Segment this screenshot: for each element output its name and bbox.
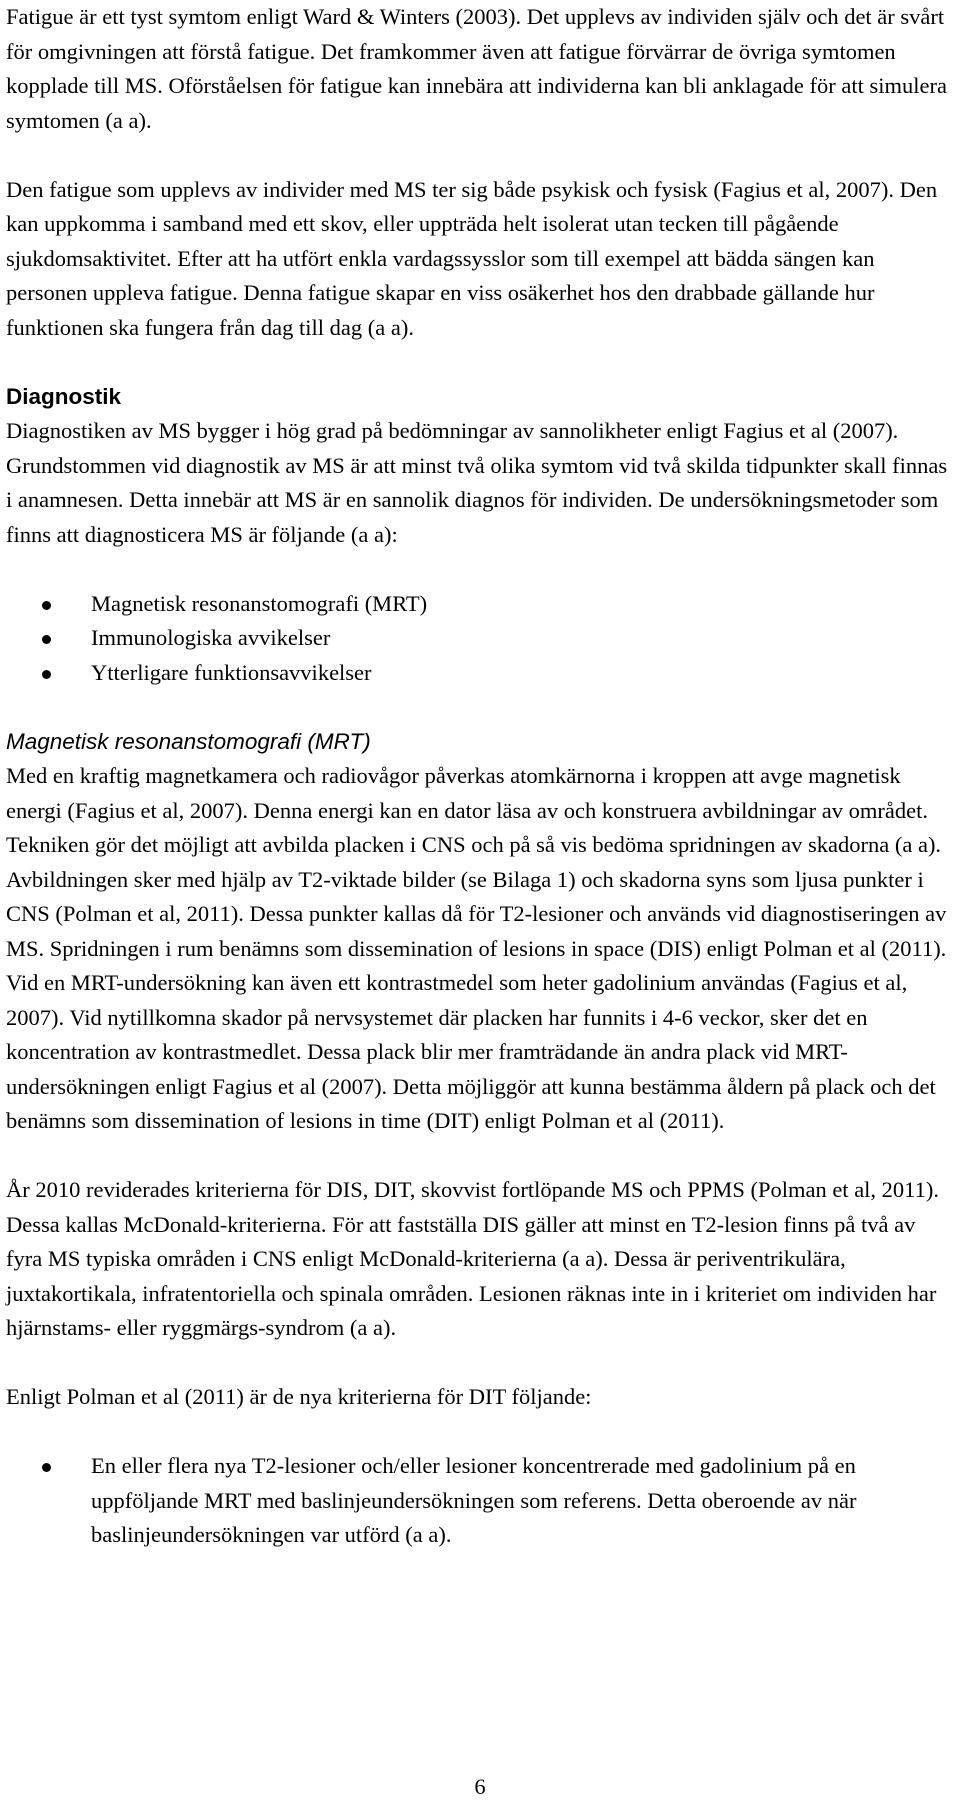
- list-item: [6, 1449, 956, 1553]
- list-item-text: Ytterligare funktionsavvikelser: [91, 659, 372, 685]
- bullet-icon: [42, 670, 51, 679]
- paragraph-mcdonald: År 2010 reviderades kriterierna för DIS, DIT, skovvist fortlöpande MS och PPMS (Polman et al, 2011). Dessa kallas McDonald-kriterierna. För att fastställa DIS gäller att minst en T2-lesion finns på två av fyra MS typiska områden i CNS enligt McDonald-kriterierna (a a). Dessa är periventrikulära, juxtakortikala, infratentoriella och spinala områden. Lesionen räknas inte in i kriteriet om individen har hjärnstams- eller ryggmärgs-syndrom (a a).: [6, 1177, 939, 1340]
- paragraph-mrt: Med en kraftig magnetkamera och radiovågor påverkas atomkärnorna i kroppen att avge magnetisk energi (Fagius et al, 2007). Denna energi kan en dator läsa av och konstruera avbildningar av området. Tekniken gör det möjligt att avbilda placken i CNS och på så vis bedöma spridningen av skadorna (a a). Avbildningen sker med hjälp av T2-viktade bilder (se Bilaga 1) och skadorna syns som ljusa punkter i CNS (Polman et al, 2011). Dessa punkter kallas då för T2-lesioner och används vid diagnostiseringen av MS. Spridningen i rum benämns som dissemination of lesions in space (DIS) enligt Polman et al (2011). Vid en MRT-undersökning kan även ett kontrastmedel som heter gadolinium användas (Fagius et al, 2007). Vid nytillkomna skador på nervsystemet där placken har funnits i 4-6 veckor, sker det en koncentration av kontrastmedlet. Dessa plack blir mer framträdande än andra plack vid MRT-undersökningen enligt Fagius et al (2007). Detta möjliggör att kunna bestämma åldern på plack och det benämns som dissemination of lesions in time (DIT) enligt Polman et al (2011).: [6, 763, 947, 1133]
- list-item-text: Magnetisk resonanstomografi (MRT): [91, 590, 428, 616]
- heading-mrt: Magnetisk resonanstomografi (MRT): [6, 728, 371, 754]
- page-number: 6: [474, 1774, 486, 1799]
- list-item: [6, 656, 956, 691]
- list-item-text: Immunologiska avvikelser: [91, 625, 331, 650]
- document-page: [6, 0, 956, 1553]
- heading-diagnostik: Diagnostik: [6, 383, 122, 409]
- diagnostic-methods-list: [6, 587, 956, 691]
- bullet-icon: [42, 1463, 51, 1472]
- list-item: [6, 621, 956, 656]
- bullet-icon: [42, 635, 51, 644]
- paragraph-fatigue-silent: Fatigue är ett tyst symtom enligt Ward & Winters (2003). Det upplevs av individen själv och det är svårt för omgivningen att förstå fatigue. Det framkommer även att fatigue förvärrar de övriga symtomen kopplade till MS. Oförståelsen för fatigue kan innebära att individerna kan bli anklagade för att simulera symtomen (a a).: [6, 4, 947, 133]
- list-item-text: En eller flera nya T2-lesioner och/eller lesioner koncentrerade med gadolinium på en uppföljande MRT med baslinjeundersökningen som referens. Detta oberoende av när baslinjeundersökningen var utförd (a a).: [91, 1453, 857, 1547]
- dit-criteria-list: [6, 1449, 956, 1553]
- bullet-icon: [42, 601, 51, 610]
- paragraph-diagnostik: Diagnostiken av MS bygger i hög grad på bedömningar av sannolikheter enligt Fagius et al (2007). Grundstommen vid diagnostik av MS är att minst två olika symtom vid två skilda tidpunkter skall finnas i anamnesen. Detta innebär att MS är en sannolik diagnos för individen. De undersökningsmetoder som finns att diagnosticera MS är följande (a a):: [6, 418, 948, 547]
- list-item: [6, 587, 956, 622]
- paragraph-dit-intro: Enligt Polman et al (2011) är de nya kriterierna för DIT följande:: [6, 1384, 592, 1409]
- paragraph-fatigue-experience: Den fatigue som upplevs av individer med MS ter sig både psykisk och fysisk (Fagius et al, 2007). Den kan uppkomma i samband med ett skov, eller uppträda helt isolerat utan tecken till pågående sjukdomsaktivitet. Efter att ha utfört enkla vardagssysslor som till exempel att bädda sängen kan personen uppleva fatigue. Denna fatigue skapar en viss osäkerhet hos den drabbade gällande hur funktionen ska fungera från dag till dag (a a).: [6, 176, 938, 340]
